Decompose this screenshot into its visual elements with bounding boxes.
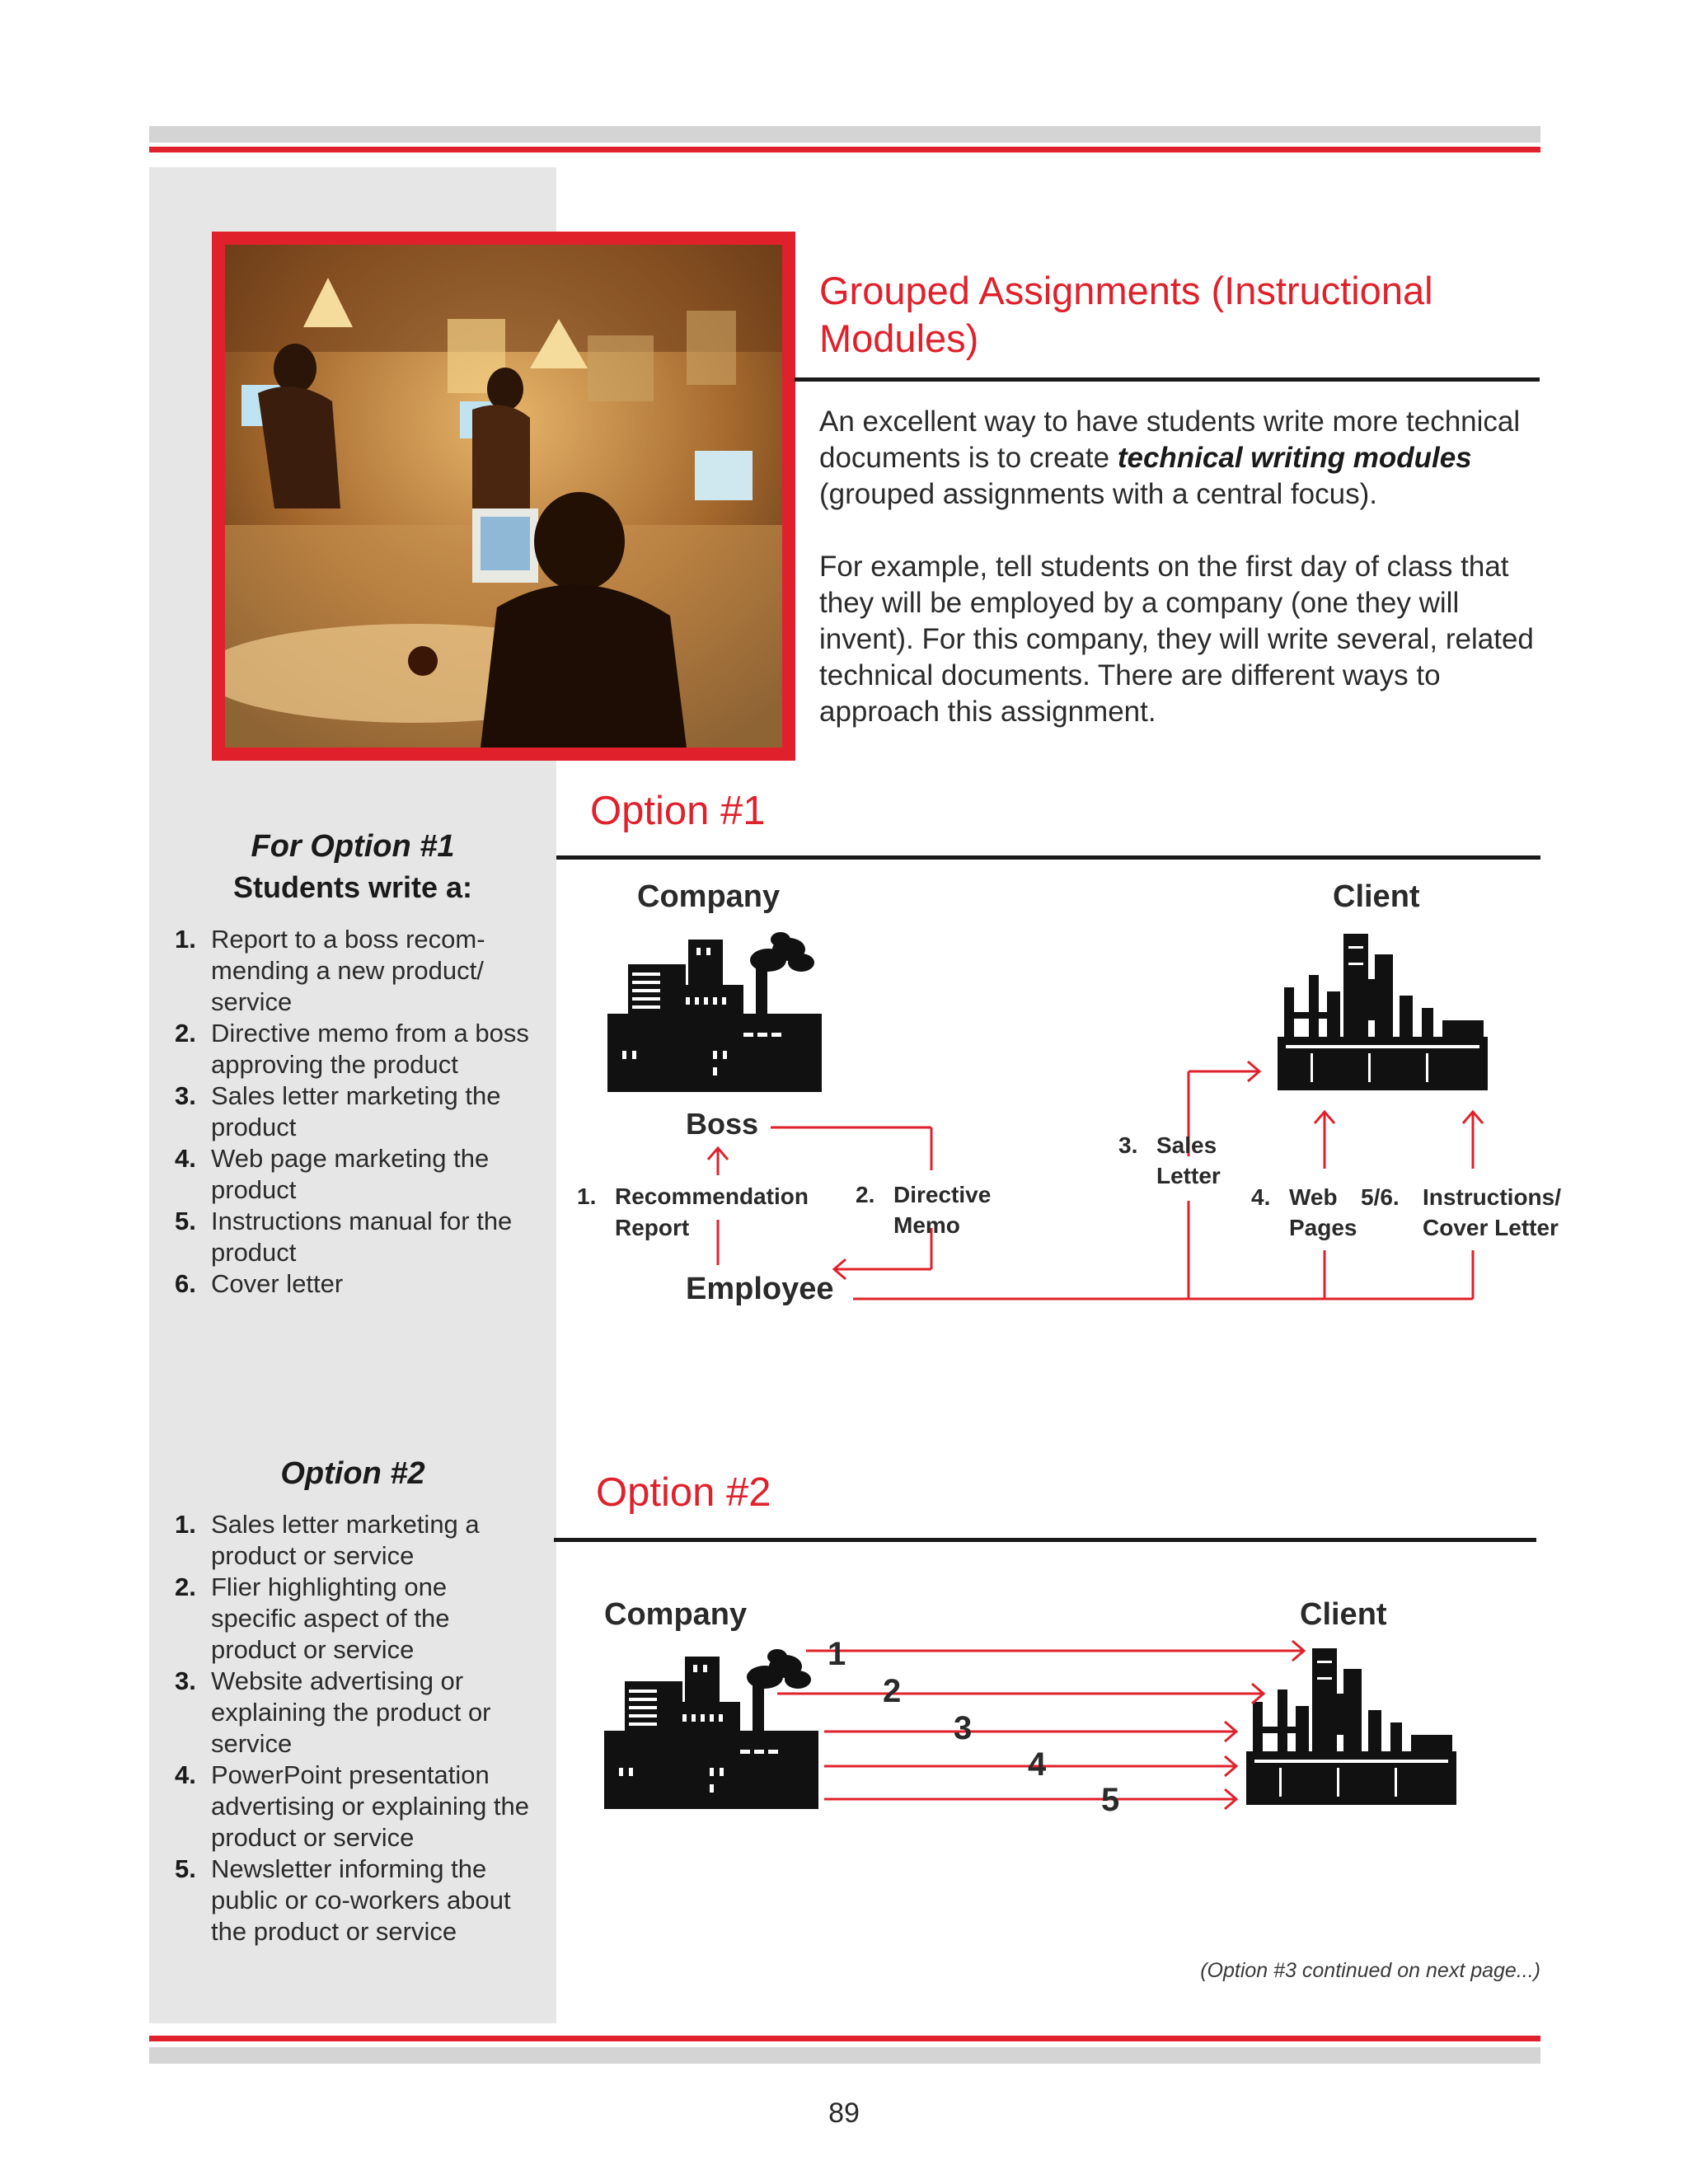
option1-heading: Option #1 <box>590 789 766 833</box>
list-item-number: 5. <box>175 1854 196 1883</box>
list-item-number: 6. <box>175 1269 196 1298</box>
list-item-text: Directive memo from a boss approving the product <box>211 1019 529 1079</box>
sidebar-option1-subtitle: Students write a: <box>232 870 473 904</box>
arrow-number-2: 2 <box>883 1673 902 1709</box>
list-item-number: 3. <box>175 1666 196 1695</box>
list-item-text: Newsletter informing the public or co-workers about the product or service <box>211 1854 511 1946</box>
continued-note: (Option #3 continued on next page...) <box>1200 1959 1540 1982</box>
arrow-number-3: 3 <box>954 1710 973 1746</box>
list-item-number: 1. <box>175 1510 196 1539</box>
list-item-text: Sales letter marketing the product <box>211 1081 501 1141</box>
bottom-gray-rule <box>149 2047 1540 2064</box>
step56-num: 5/6. <box>1361 1184 1400 1210</box>
sidebar-option1-title: For Option #1 <box>251 829 455 864</box>
list-item-number: 2. <box>175 1019 196 1047</box>
page-number: 89 <box>828 2097 860 2129</box>
boss-label: Boss <box>686 1107 759 1141</box>
intro-paragraph-2: For example, tell students on the first day of class that they will be employed by a company (one they will invent). For this company, they will write several, related technical documents. There are different ways to approach this assignment. <box>819 551 1534 728</box>
list-item-text: Sales letter marketing a product or service <box>211 1510 480 1570</box>
list-item-text: PowerPoint presentation advertising or explaining the product or service <box>211 1760 530 1852</box>
arrow-number-1: 1 <box>828 1636 846 1672</box>
bottom-red-rule <box>149 2036 1540 2041</box>
step3-label: 3. Sales Letter <box>1118 1132 1221 1188</box>
step56-label: Instructions/ Cover Letter <box>1423 1184 1562 1240</box>
list-item-text: Instructions manual for the product <box>211 1207 513 1267</box>
option1-client-label: Client <box>1333 879 1420 914</box>
emphasis-modules: technical writing modules <box>1117 442 1472 474</box>
option2-company-label: Company <box>604 1597 748 1632</box>
employee-label: Employee <box>686 1272 834 1306</box>
list-item-number: 5. <box>175 1207 196 1235</box>
list-item-number: 4. <box>175 1144 196 1173</box>
list-item-number: 2. <box>175 1572 196 1601</box>
step4-label: 4. Web Pages <box>1251 1184 1357 1240</box>
list-item-text: Cover letter <box>211 1269 344 1298</box>
list-item-number: 1. <box>175 925 196 954</box>
list-item-text: Web page marketing the product <box>211 1144 490 1204</box>
intro-paragraph-1: An excellent way to have students write more technical documents is to create technical writing modules (grouped assignments with a central focus). <box>819 405 1521 510</box>
option2-heading: Option #2 <box>596 1470 771 1515</box>
step2-label: 2. Directive Memo <box>856 1182 992 1238</box>
list-item-text: Flier highlighting one specific aspect of the product or service <box>211 1572 450 1664</box>
arrow-number-4: 4 <box>1028 1746 1047 1783</box>
arrow-number-5: 5 <box>1101 1782 1120 1818</box>
option1-company-label: Company <box>637 879 781 914</box>
step1-label: 1. Recommendation Report <box>577 1183 809 1240</box>
sidebar-option2-title: Option #2 <box>280 1456 425 1491</box>
list-item-number: 4. <box>175 1760 196 1789</box>
list-item-text: Report to a boss recom-mending a new product/ service <box>211 925 485 1016</box>
list-item-number: 3. <box>175 1081 196 1110</box>
section-title: Grouped Assignments (Instructional Modules) <box>819 269 1433 360</box>
option2-client-label: Client <box>1300 1597 1387 1632</box>
list-item-text: Website advertising or explaining the product or service <box>211 1666 491 1758</box>
